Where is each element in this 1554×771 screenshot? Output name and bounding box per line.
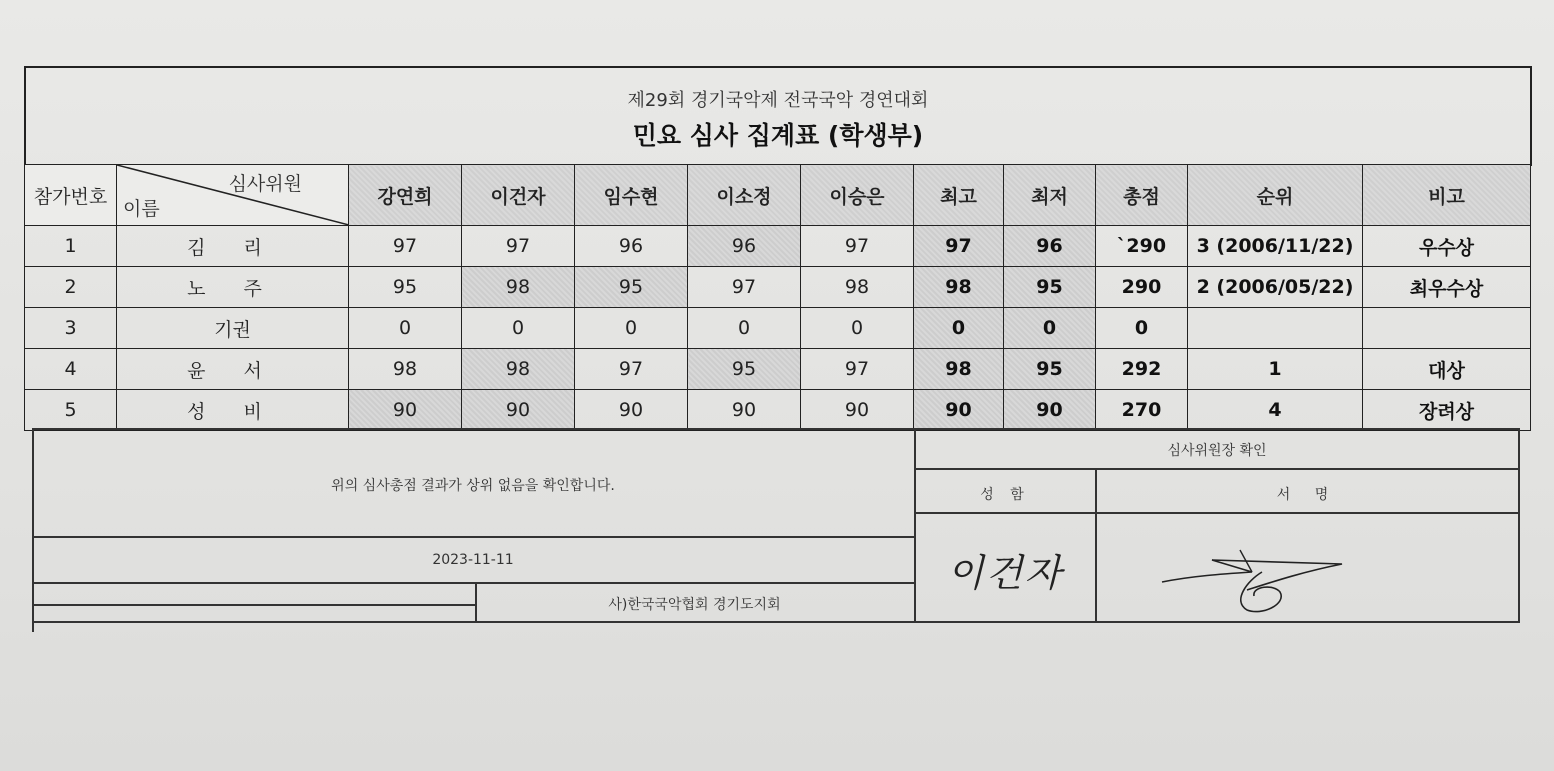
min-score: 90	[1004, 390, 1096, 431]
signature-image	[1152, 526, 1362, 616]
col-entry-number: 참가번호	[25, 165, 117, 226]
score-table	[24, 164, 1531, 431]
participant-name: 기권	[117, 308, 349, 349]
score-cell: 98	[349, 349, 462, 390]
col-total: 총점	[1096, 165, 1188, 226]
competition-subtitle: 제29회 경기국악제 전국국악 경연대회	[627, 90, 929, 111]
table-header-row	[25, 165, 1531, 226]
name-field-label: 성 함	[980, 487, 1030, 503]
page-title: 민요 심사 집계표 (학생부)	[632, 121, 924, 150]
total-score: 290	[1096, 267, 1188, 308]
table-row	[25, 267, 1531, 308]
score-cell: 97	[801, 349, 914, 390]
confirmation-statement: 위의 심사총점 결과가 상위 없음을 확인합니다.	[331, 478, 615, 494]
max-score: 0	[914, 308, 1004, 349]
min-score: 96	[1004, 226, 1096, 267]
handwritten-name: 이건자	[947, 551, 1064, 595]
judge-1-header: 강연희	[349, 165, 462, 226]
total-score: 0	[1096, 308, 1188, 349]
max-score: 98	[914, 267, 1004, 308]
score-cell: 0	[462, 308, 575, 349]
col-max: 최고	[914, 165, 1004, 226]
score-cell: 97	[462, 226, 575, 267]
score-cell: 0	[688, 308, 801, 349]
score-cell: 97	[349, 226, 462, 267]
total-score: 270	[1096, 390, 1188, 431]
score-cell: 96	[688, 226, 801, 267]
entry-number: 4	[25, 349, 117, 390]
divider	[32, 604, 475, 606]
score-cell: 95	[688, 349, 801, 390]
rank: 2 (2006/05/22)	[1188, 267, 1363, 308]
table-row	[25, 308, 1531, 349]
score-sheet	[24, 66, 1530, 632]
judge-5-header: 이승은	[801, 165, 914, 226]
participant-name: 김 리	[117, 226, 349, 267]
score-cell: 0	[575, 308, 688, 349]
participant-name: 노 주	[117, 267, 349, 308]
award-note: 우수상	[1363, 226, 1531, 267]
table-row	[25, 349, 1531, 390]
award-note: 장려상	[1363, 390, 1531, 431]
signature-field-label: 서 명	[1276, 487, 1339, 503]
table-row	[25, 226, 1531, 267]
score-cell: 90	[462, 390, 575, 431]
divider	[914, 512, 1520, 514]
max-score: 90	[914, 390, 1004, 431]
award-note	[1363, 308, 1531, 349]
entry-number: 3	[25, 308, 117, 349]
award-note: 최우수상	[1363, 267, 1531, 308]
entry-number: 2	[25, 267, 117, 308]
score-cell: 96	[575, 226, 688, 267]
divider	[32, 428, 1520, 430]
score-cell: 98	[462, 349, 575, 390]
organization-name: 사)한국국악협회 경기도지회	[608, 597, 781, 613]
confirmation-date: 2023-11-11	[432, 552, 514, 568]
judges-label: 심사위원	[228, 173, 302, 195]
diagonal-header-cell	[117, 165, 349, 226]
min-score: 0	[1004, 308, 1096, 349]
score-cell: 98	[801, 267, 914, 308]
total-score: 292	[1096, 349, 1188, 390]
rank: 1	[1188, 349, 1363, 390]
name-label: 이름	[123, 198, 160, 220]
score-cell: 97	[688, 267, 801, 308]
col-rank: 순위	[1188, 165, 1363, 226]
rank: 3 (2006/11/22)	[1188, 226, 1363, 267]
max-score: 98	[914, 349, 1004, 390]
min-score: 95	[1004, 349, 1096, 390]
confirmation-section	[32, 428, 1520, 632]
score-cell: 90	[801, 390, 914, 431]
score-cell: 98	[462, 267, 575, 308]
participant-name: 윤 서	[117, 349, 349, 390]
judge-4-header: 이소정	[688, 165, 801, 226]
divider	[32, 536, 914, 538]
divider	[32, 621, 1520, 623]
table-row	[25, 390, 1531, 431]
col-min: 최저	[1004, 165, 1096, 226]
judge-3-header: 임수현	[575, 165, 688, 226]
divider	[914, 468, 1520, 470]
score-cell: 0	[801, 308, 914, 349]
score-cell: 97	[575, 349, 688, 390]
participant-name: 성 비	[117, 390, 349, 431]
col-note: 비고	[1363, 165, 1531, 226]
score-cell: 97	[801, 226, 914, 267]
entry-number: 1	[25, 226, 117, 267]
divider	[32, 582, 914, 584]
score-cell: 90	[349, 390, 462, 431]
sheet-header	[24, 66, 1532, 166]
score-cell: 0	[349, 308, 462, 349]
entry-number: 5	[25, 390, 117, 431]
score-cell: 90	[688, 390, 801, 431]
min-score: 95	[1004, 267, 1096, 308]
score-cell: 95	[349, 267, 462, 308]
max-score: 97	[914, 226, 1004, 267]
judge-2-header: 이건자	[462, 165, 575, 226]
rank	[1188, 308, 1363, 349]
score-cell: 95	[575, 267, 688, 308]
total-score: `290	[1096, 226, 1188, 267]
rank: 4	[1188, 390, 1363, 431]
divider	[32, 428, 34, 632]
head-judge-confirm-label: 심사위원장 확인	[1167, 443, 1267, 459]
award-note: 대상	[1363, 349, 1531, 390]
score-cell: 90	[575, 390, 688, 431]
